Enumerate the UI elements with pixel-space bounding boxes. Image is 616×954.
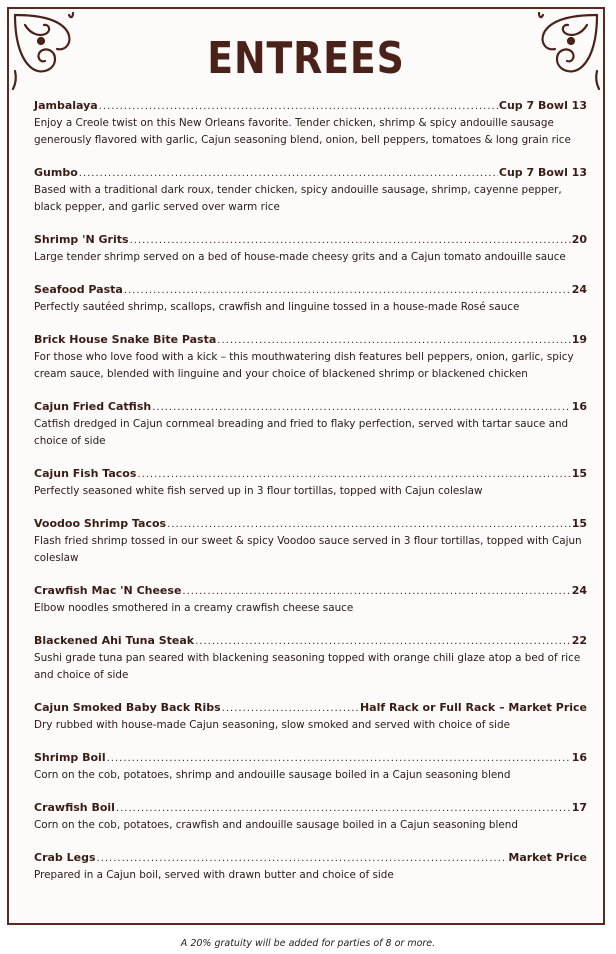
item-price: 16 bbox=[571, 751, 587, 764]
dot-leader bbox=[116, 802, 571, 816]
item-name: Voodoo Shrimp Tacos bbox=[34, 517, 167, 530]
menu-item bbox=[34, 333, 587, 383]
menu-item bbox=[34, 467, 587, 500]
item-name: Cajun Smoked Baby Back Ribs bbox=[34, 701, 221, 714]
item-name: Blackened Ahi Tuna Steak bbox=[34, 634, 195, 647]
dot-leader bbox=[195, 635, 571, 649]
item-description: Sushi grade tuna pan seared with blackening seasoning topped with orange chili glaze atop a bed of rice and choice of side bbox=[34, 652, 581, 681]
item-description: Dry rubbed with house-made Cajun seasoning, slow smoked and served with choice of side bbox=[34, 719, 511, 731]
item-price: Market Price bbox=[508, 851, 587, 864]
item-name: Seafood Pasta bbox=[34, 283, 123, 296]
item-price: 16 bbox=[571, 400, 587, 413]
item-description: Perfectly seasoned white fish served up in 3 flour tortillas, topped with Cajun coleslaw bbox=[34, 485, 483, 497]
item-name: Shrimp 'N Grits bbox=[34, 233, 129, 246]
dot-leader bbox=[167, 518, 571, 532]
dot-leader bbox=[97, 852, 508, 866]
dot-leader bbox=[152, 401, 570, 415]
item-description: Catfish dredged in Cajun cornmeal breading and fried to flaky perfection, served with tartar sauce and choice of side bbox=[34, 418, 569, 447]
item-name: Jambalaya bbox=[34, 99, 98, 112]
menu-item bbox=[34, 166, 587, 216]
dot-leader bbox=[107, 752, 571, 766]
menu-item bbox=[34, 701, 587, 734]
menu-item bbox=[34, 517, 587, 567]
menu-card bbox=[7, 7, 605, 925]
dot-leader bbox=[79, 167, 498, 181]
menu-item bbox=[34, 584, 587, 617]
item-price: 22 bbox=[571, 634, 587, 647]
item-name: Cajun Fried Catfish bbox=[34, 400, 152, 413]
dot-leader bbox=[124, 284, 571, 298]
item-price: 20 bbox=[571, 233, 587, 246]
menu-item bbox=[34, 751, 587, 784]
item-description: Corn on the cob, potatoes, crawfish and andouille sausage boiled in a Cajun seasoning blend bbox=[34, 819, 518, 831]
item-name: Crawfish Boil bbox=[34, 801, 115, 814]
item-price: Cup 7 Bowl 13 bbox=[498, 99, 587, 112]
item-price: 19 bbox=[571, 333, 587, 346]
menu-item bbox=[34, 634, 587, 684]
item-description: Based with a traditional dark roux, tender chicken, spicy andouille sausage, shrimp, cayenne pepper, black pepper, and garlic served over warm rice bbox=[34, 184, 562, 213]
item-price: Cup 7 Bowl 13 bbox=[498, 166, 587, 179]
item-description: For those who love food with a kick – this mouthwatering dish features bell peppers, onion, garlic, spicy cream sauce, blended with linguine and your choice of blackened shrimp or blackened chicken bbox=[34, 351, 574, 380]
item-price: 15 bbox=[571, 467, 587, 480]
item-name: Brick House Snake Bite Pasta bbox=[34, 333, 217, 346]
menu-item bbox=[34, 283, 587, 316]
item-description: Enjoy a Creole twist on this New Orleans favorite. Tender chicken, shrimp & spicy andouille sausage generously flavored with garlic, Cajun seasoning blend, onion, bell peppers, tomatoes & long grain rice bbox=[34, 117, 571, 146]
item-price: 24 bbox=[571, 584, 587, 597]
item-description: Prepared in a Cajun boil, served with drawn butter and choice of side bbox=[34, 869, 394, 881]
item-price: Half Rack or Full Rack – Market Price bbox=[359, 701, 587, 714]
item-name: Shrimp Boil bbox=[34, 751, 106, 764]
item-price: 24 bbox=[571, 283, 587, 296]
dot-leader bbox=[222, 702, 359, 716]
menu-item bbox=[34, 851, 587, 884]
item-name: Cajun Fish Tacos bbox=[34, 467, 137, 480]
item-description: Corn on the cob, potatoes, shrimp and andouille sausage boiled in a Cajun seasoning blend bbox=[34, 769, 511, 781]
gratuity-note: A 20% gratuity will be added for parties of 8 or more. bbox=[180, 938, 436, 949]
menu-item bbox=[34, 400, 587, 450]
item-price: 17 bbox=[571, 801, 587, 814]
item-name: Crab Legs bbox=[34, 851, 96, 864]
item-description: Perfectly sautéed shrimp, scallops, crawfish and linguine tossed in a house-made Rosé sauce bbox=[34, 301, 520, 313]
menu-item bbox=[34, 99, 587, 149]
dot-leader bbox=[99, 100, 498, 114]
item-name: Crawfish Mac 'N Cheese bbox=[34, 584, 182, 597]
dot-leader bbox=[130, 234, 571, 248]
menu-item-list bbox=[34, 99, 587, 884]
menu-item bbox=[34, 233, 587, 266]
item-description: Elbow noodles smothered in a creamy crawfish cheese sauce bbox=[34, 602, 354, 614]
dot-leader bbox=[137, 468, 570, 482]
item-description: Large tender shrimp served on a bed of house-made cheesy grits and a Cajun tomato andouille sauce bbox=[34, 251, 566, 263]
item-name: Gumbo bbox=[34, 166, 78, 179]
page-title: ENTREES bbox=[207, 33, 405, 84]
menu-item bbox=[34, 801, 587, 834]
item-price: 15 bbox=[571, 517, 587, 530]
dot-leader bbox=[182, 585, 570, 599]
item-description: Flash fried shrimp tossed in our sweet & spicy Voodoo sauce served in 3 flour tortillas, topped with Cajun coleslaw bbox=[34, 535, 582, 564]
dot-leader bbox=[217, 334, 570, 348]
